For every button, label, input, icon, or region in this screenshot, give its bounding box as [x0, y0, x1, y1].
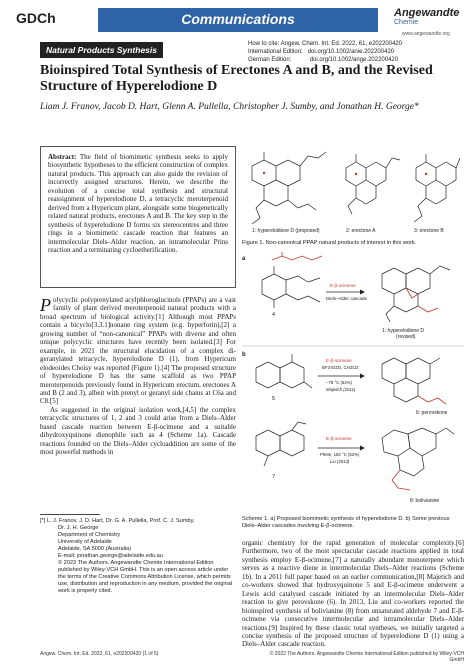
scheme-b2-reagent: E-β-ocimene: [326, 436, 352, 441]
product-1-label: 1: hyperelodione D: [382, 328, 424, 334]
scheme-b1-conditions: BF3·Et2O, CH2Cl2: [322, 365, 359, 370]
angewandte-logo: [394, 8, 459, 28]
abstract-box: [40, 146, 236, 288]
scheme-b2-conditions: PhMe, 150 °C (52%): [320, 452, 360, 457]
footer-citation: Angew. Chem. Int. Ed. 2022, 61, e202200420 (1 of 5): [40, 651, 159, 657]
product-6-label: 6: perovskone: [416, 410, 448, 416]
scheme-b1-conditions-2: −78 °C (52%): [326, 380, 352, 385]
footnote-line: University of Adelaide: [58, 539, 112, 545]
scheme-a-cascade: Diels–Alder cascade: [326, 296, 368, 301]
doi-international[interactable]: International Edition: doi.org/10.1002/anie.202200420: [248, 49, 395, 55]
figure-1-label-3: 3: erectone B: [414, 228, 444, 234]
author-footnote: [40, 518, 236, 595]
scheme-b1-reference: Majetich (2011): [326, 387, 356, 392]
footnote-divider: [40, 514, 100, 515]
product-8-label: 8: bolivianine: [410, 498, 440, 504]
citation-block: [248, 40, 464, 64]
angewandte-logo-word1: Angewandte: [394, 7, 460, 19]
section-badge: Natural Products Synthesis: [40, 42, 163, 58]
journal-section-title: Communications: [181, 11, 295, 27]
footnote-line: [*] L. J. Franov, J. D. Hart, Dr. G. A. Pullella, Prof. C. J. Sumby,: [40, 518, 195, 524]
compound-7-label: 7: [272, 474, 276, 480]
scheme-b2-reference: Liu (2013): [330, 459, 350, 464]
angewandte-logo-word2: Chemie: [394, 19, 419, 26]
abstract-label: Abstract:: [48, 153, 77, 161]
paper-title: Bioinspired Total Synthesis of Erectones A and B, and the Revised Structure of Hyperelodione D: [40, 63, 433, 94]
product-1-label-2: (revised): [396, 334, 416, 340]
body-paragraph-1: olycyclic polyprenylated acylphloroglucinols (PPAPs) are a vast family of plant derived meroterpenoid natural products with a broad spectrum of biological activity.[1] Although most PPAPs contain a bicyclo[3.3.1]nonane ring system (e.g. hyperforin),[2] a growing number of “non-canonical” PPAPs with diverse and often unique polycyclic structures have recently been isolated.[3] For example, in 2021 the structural elucidation of a complex di-geranylated tetracycle, hyperelodione D (1), from Hypericum elodeoides Choisy was reported (Figure 1).[4] The proposed structure of hyperelodione D has the same scaffold as two PPAP meroterpenoids previously found in Hypericum erectum, erectones A and B (2 and 3), albeit with prenyl or geranyl side chains at C6a and C8.[5]: [40, 296, 236, 406]
abstract-body: The field of biomimetic synthesis seeks to apply biosynthetic hypotheses to the efficient construction of complex natural products. This approach can also guide the revision of incorrectly assigned structures. Herein, we describe the evolution of a concise total synthesis and structural reassignment of hyperelodione D, a tetracyclic meroterpenoid derived from a Hypericum plant, alongside some biogenetically related natural products, erectones A and B. The key step in the synthesis of hyperelodione D forms six stereocentres and three rings in a biomimetic cascade reaction that features an intermolecular Diels–Alder reaction, an intramolecular Prins reaction and a terminating cycloetherification.: [48, 153, 228, 254]
drop-cap: P: [40, 295, 51, 315]
license-note: © 2022 The Authors. Angewandte Chemie International Edition published by Wiley-VCH GmbH. This is an open access article under the terms of the Creative Commons Attribution License, which permits use, distribution and reproduction in any medium, provided the original work is properly cited.: [58, 560, 233, 594]
figure-1-label-2: 2: erectone A: [346, 228, 376, 234]
footnote-line: Adelaide, SA 5000 (Australia): [58, 546, 132, 552]
scheme-panel-a: a: [242, 256, 246, 262]
scheme-a-reagent: E-β-ocimene: [330, 283, 356, 288]
gdch-logo: GDCh: [16, 10, 56, 26]
scheme-b1-reagent: E-β-ocimene: [326, 358, 352, 363]
body-text-left: [40, 296, 236, 457]
scheme-1-caption: Scheme 1. a) Proposed biomimetic synthesis of hyperelodione D. b) Some previous Diels–Alder cascades involving E-β-ocimene.: [242, 516, 450, 529]
footer-copyright: © 2022 The Authors. Angewandte Chemie International Edition published by Wiley-VCH GmbH: [269, 651, 464, 663]
figure-1-structures: [242, 146, 464, 236]
author-email[interactable]: E-mail: jonathan.george@adelaide.edu.au: [58, 553, 163, 559]
figure-1-label-1: 1: hyperelodione D (proposed): [252, 228, 320, 234]
author-list: Liam J. Franov, Jacob D. Hart, Glenn A. Pullella, Christopher J. Sumby, and Jonathan H. George*: [40, 102, 419, 112]
body-paragraph-2: As suggested in the original isolation work,[4,5] the complex tetracyclic structures of 1, 2 and 3 could arise from a Diels–Alder based cascade reaction between E-β-ocimene and a suitable dihydroxyquinone dienophile such as 4 (Scheme 1a). Cascade reactions founded on the Diels–Alder cycloaddition are some of the most powerful methods in: [40, 405, 236, 457]
scheme-1: [242, 252, 464, 514]
figure-1-caption: Figure 1. Non-canonical PPAP natural products of interest in this work.: [242, 240, 417, 246]
abstract-text: [48, 153, 228, 254]
doi-german[interactable]: German Edition: doi.org/10.1002/ange.202200420: [248, 57, 399, 63]
compound-4-label: 4: [272, 312, 276, 318]
angewandte-url[interactable]: www.angewandte.org: [402, 31, 450, 37]
footnote-line: Dr. J. H. George: [58, 525, 99, 531]
citation-line: How to cite: Angew. Chem. Int. Ed. 2022, 61, e202200420: [248, 41, 403, 47]
scheme-panel-b: b: [242, 352, 246, 358]
body-text-right: organic chemistry for the rapid generation of molecular complexity.[6] Furthermore, two of the most spectacular cascade reactions applied in total synthesis employ E-β-ocimene,[7] a naturally abundant monoterpene which serves as a reactive diene in intermolecular Diels–Alder reactions (Scheme 1b). In a 2011 full paper based on an earlier communication,[8] Majetich and co-workers showed that hydroxyquinone 5 and E-β-ocimene underwent a Lewis acid catalysed cascade initiated by an intermolecular Diels–Alder reaction to give perovskone (6). In 2013, Liu and co-workers reported the bioinspired synthesis of bolivianine (8) from unsaturated aldehyde 7 and E-β-ocimene via consecutive intermolecular and intramolecular Diels–Alder reactions.[9] Inspired by these classic total syntheses, we initially targeted a concise synthesis of the proposed structure of hyperelodione D (1) using a Diels–Alder cascade reaction.: [242, 539, 464, 649]
footnote-line: Department of Chemistry: [58, 532, 121, 538]
compound-5-label: 5: [272, 396, 276, 402]
